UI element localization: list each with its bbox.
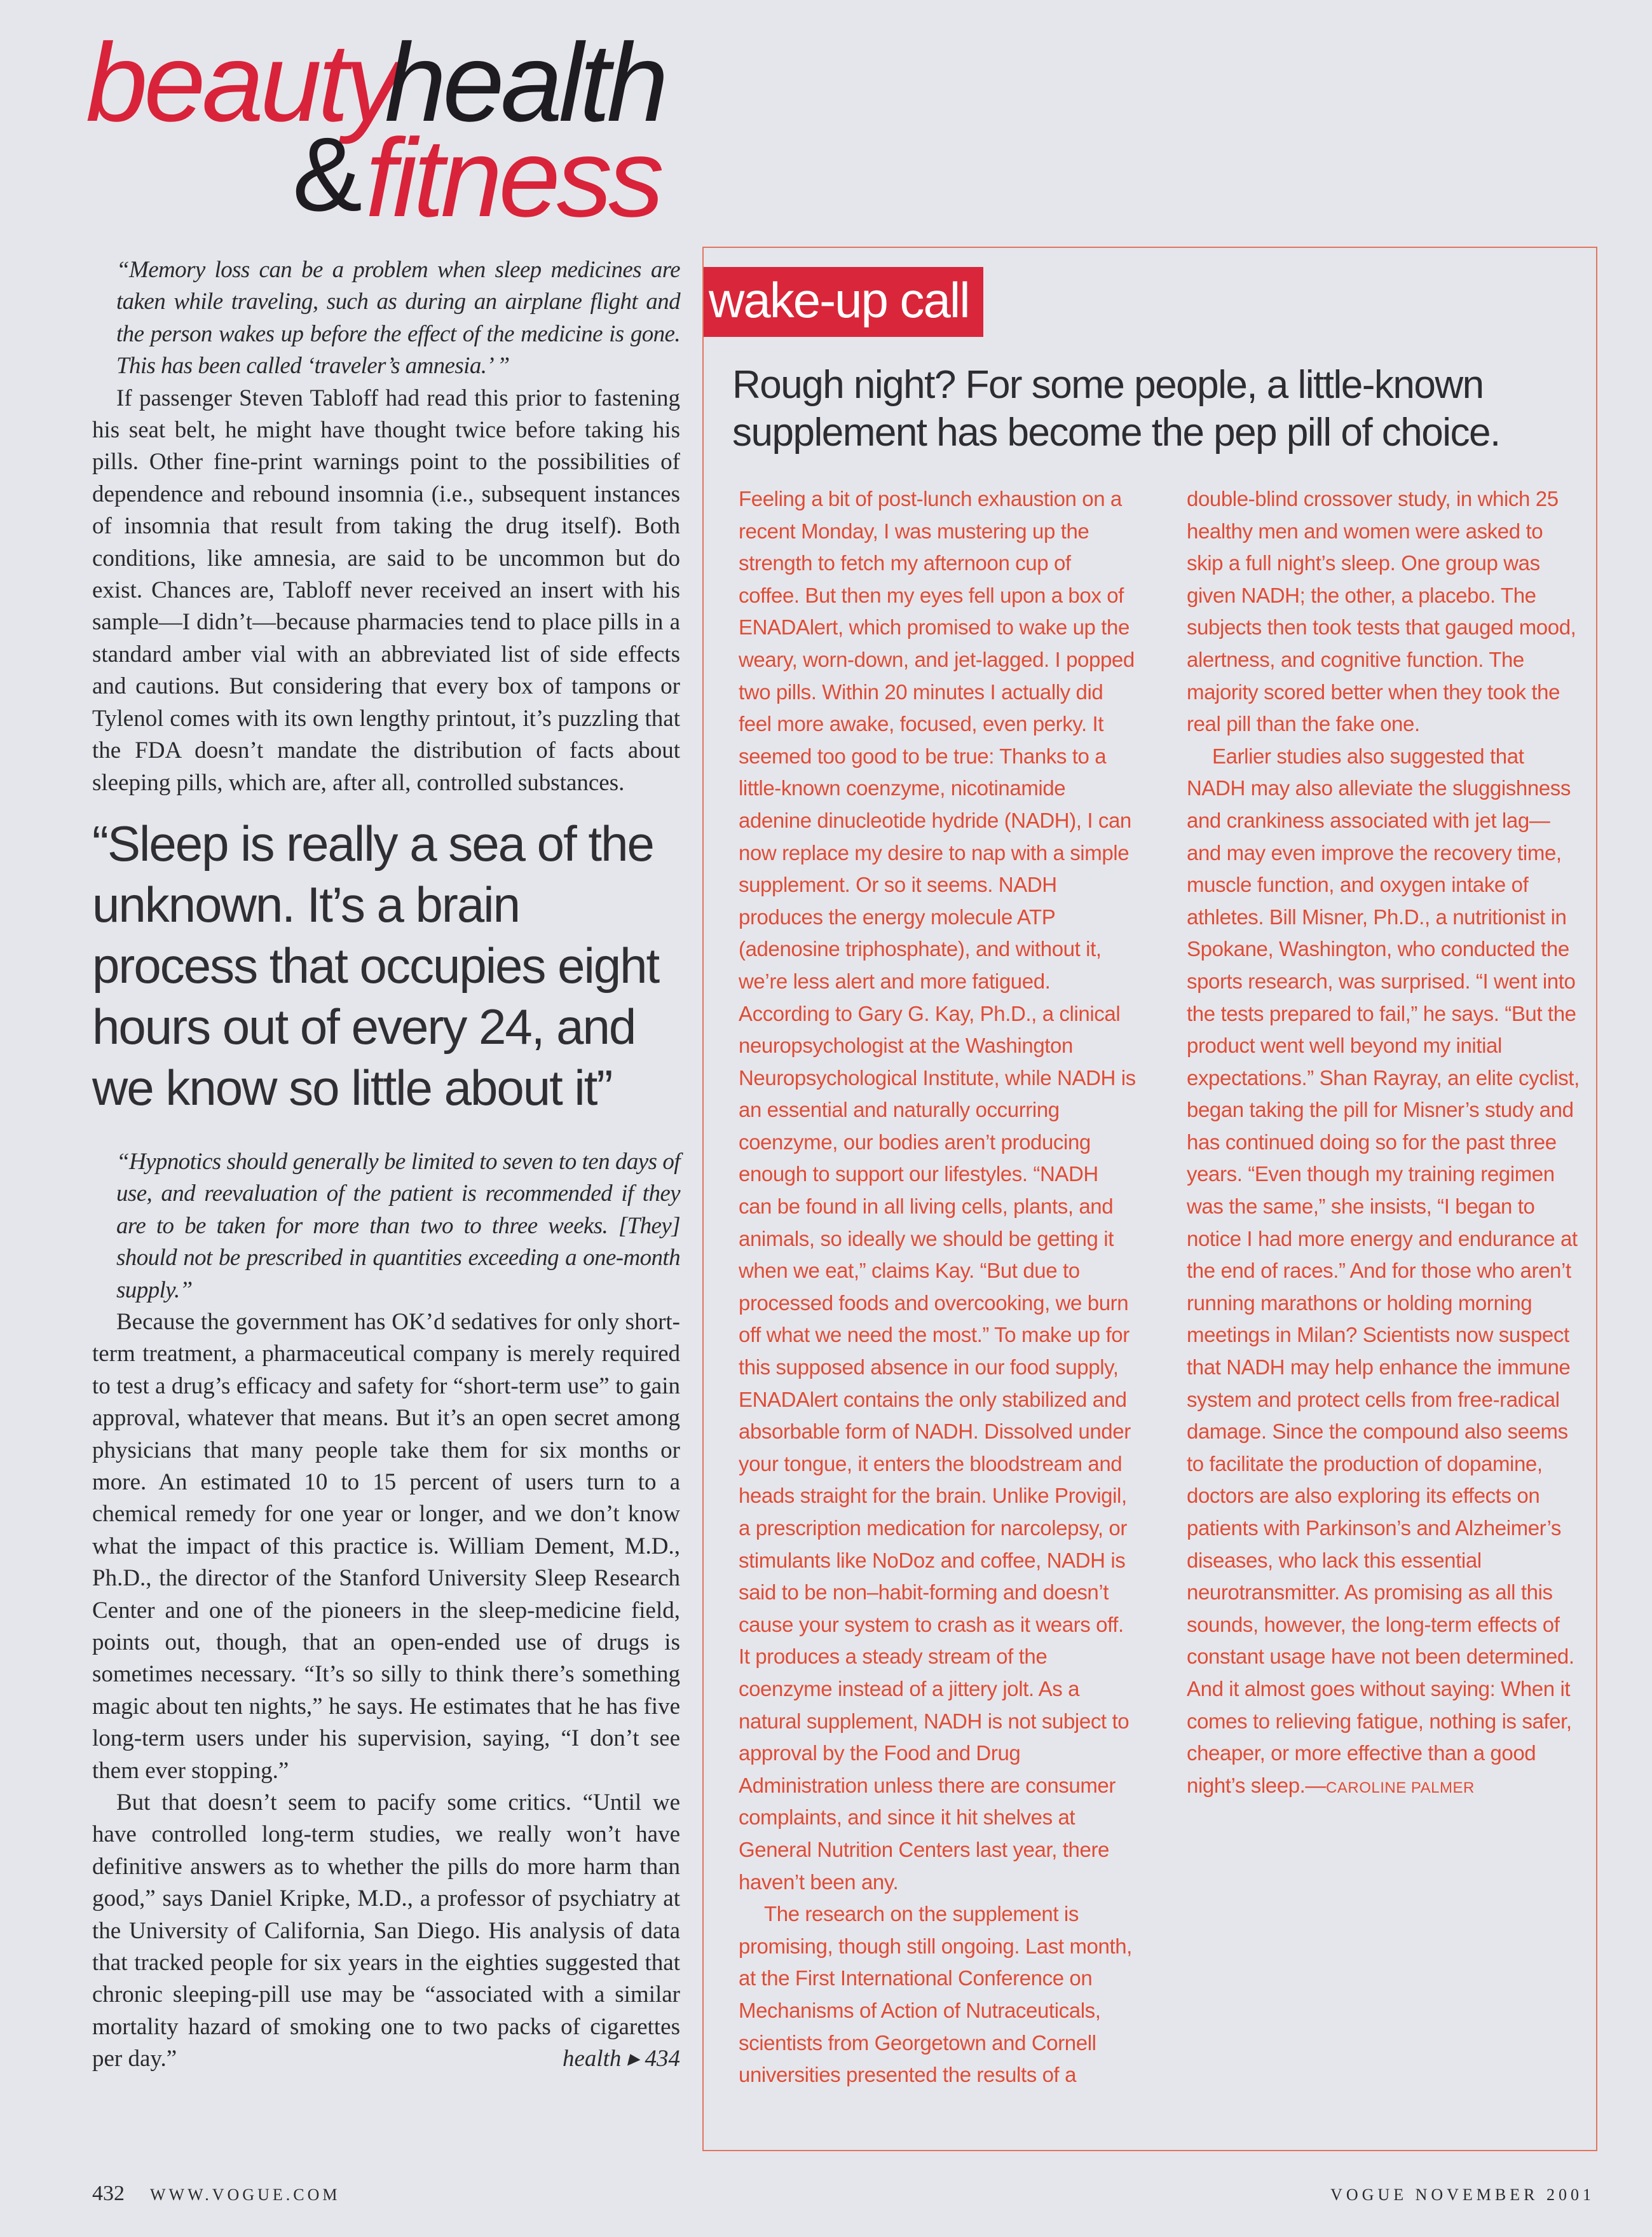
masthead-ampersand: & [292, 116, 359, 233]
sidebar-dek: Rough night? For some people, a little-known supplement has become the pep pill of choice. [732, 363, 1500, 455]
body-paragraph-text: But that doesn’t seem to pacify some critics. “Until we have controlled long-term studies, we really won’t have definitive answers as to whether the pills do more harm than good,” says Daniel Kripke, M.D., a professor of psychiatry at the University of California, San Diego. His analysis of data that tracked people for six years in the eighties suggested that chronic sleeping-pill use may be “associated with a similar mortality hazard of smoking one to two packs of cigarettes per day.” [92, 1789, 680, 2072]
masthead-health: health [385, 21, 665, 145]
sidebar-body [739, 483, 1584, 2123]
website-url[interactable]: WWW.VOGUE.COM [150, 2186, 341, 2204]
sidebar-box [702, 247, 1597, 2151]
body-paragraph [92, 1787, 680, 2076]
section-masthead [86, 19, 721, 240]
body-paragraph: Because the government has OK’d sedatives for only short-term treatment, a pharmaceutical company is merely required to test a drug’s efficacy and safety for “short-term use” to gain approval, whatever that means. But it’s an open secret among physicians that many people take them for six months or more. An estimated 10 to 15 percent of users turn to a chemical remedy for one year or longer, and we don’t know what the impact of this practice is. William Dement, M.D., Ph.D., the director of the Stanford University Sleep Research Center and one of the pioneers in the sleep-medicine field, points out, though, that an open-ended use of drugs is sometimes necessary. “It’s so silly to think there’s something magic about ten nights,” he says. He estimates that he has five long-term users under his supervision, saying, “I don’t see them ever stopping.” [92, 1308, 680, 1784]
masthead-fitness: fitness [365, 116, 660, 240]
sidebar-paragraph [1187, 741, 1584, 1805]
epigraph-quote: “Hypnotics should generally be limited to seven to ten days of use, and reevaluation of the patient is recommended if they are to be taken for more than two to three weeks. [They] should not be prescribed in quantities exceeding a one-month supply.” [116, 1148, 680, 1303]
epigraph-quote: “Memory loss can be a problem when sleep medicines are taken while traveling, such as during an airplane flight and the person wakes up before the effect of the medicine is gone. This has been called ‘traveler’s amnesia.’ ” [116, 257, 680, 380]
main-article-column [92, 254, 680, 2076]
body-paragraph: If passenger Steven Tabloff had read this prior to fastening his seat belt, he might have thought twice before taking his pills. Other fine-print warnings point to the possibilities of dependence and rebound insomnia (i.e., subsequent instances of insomnia that result from taking the drug itself). Both conditions, like amnesia, are said to be uncommon but do exist. Chances are, Tabloff never received an insert with his sample—I didn’t—because pharmacies tend to place pills in a standard amber vial with an abbreviated list of side effects and cautions. But considering that every box of tampons or Tylenol comes with its own lengthy printout, it’s puzzling that the FDA doesn’t mandate the distribution of facts about sleeping pills, which are, after all, controlled substances. [92, 385, 680, 796]
sidebar-tag: wake-up call [704, 267, 983, 337]
footer-left [92, 2182, 340, 2206]
page-number: 432 [92, 2182, 125, 2205]
sidebar-paragraph: Feeling a bit of post-lunch exhaustion on a recent Monday, I was mustering up the strength to fetch my afternoon cup of coffee. But then my eyes fell upon a box of ENADAlert, which promised to wake up the weary, worn-down, and jet-lagged. I popped two pills. Within 20 minutes I actually did feel more awake, focused, even perky. It seemed too good to be true: Thanks to a little-known coenzyme, nicotinamide adenine dinucleotide hydride (NADH), I can now replace my desire to nap with a simple supplement. Or so it seems. NADH produces the energy molecule ATP (adenosine triphosphate), and without it, we’re less alert and more fatigued. According to Gary G. Kay, Ph.D., a clinical neuropsychologist at the Washington Neuropsychological Institute, while NADH is an essential and naturally occurring coenzyme, our bodies aren’t producing enough to support our lifestyles. “NADH can be found in all living cells, plants, and animals, so ideally we should be getting it when we eat,” claims Kay. “But due to processed foods and overcooking, we burn off what we need the most.” To make up for this supposed absence in our food supply, ENADAlert contains the only stabilized and absorbable form of NADH. Dissolved under your tongue, it enters the bloodstream and heads straight for the brain. Unlike Provigil, a prescription medication for narcolepsy, or stimulants like NoDoz and coffee, NADH is said to be non–habit-forming and doesn’t cause your system to crash as it wears off. It produces a steady stream of the coenzyme instead of a jittery jolt. As a natural supplement, NADH is not subject to approval by the Food and Drug Administration unless there are consumer complaints, and since it hit shelves at General Nutrition Centers last year, there haven’t been any. [739, 487, 1136, 1894]
pull-quote: “Sleep is really a sea of the unknown. It’s a brain process that occupies eight hours out of every 24, and we know so little about it” [92, 815, 659, 1116]
masthead-beauty: beauty [86, 21, 397, 145]
byline: CAROLINE PALMER [1326, 1779, 1475, 1796]
sidebar-paragraph: The research on the supplement is promising, though still ongoing. Last month, at the First International Conference on Mechanisms of Action of Nutraceuticals, scientists from Georgetown and Cornell universities presented the results of a double-blind crossover study, in which 25 healthy men and women were asked to skip a full night’s sleep. One group was given NADH; the other, a placebo. The subjects then took tests that gauged mood, alertness, and cognitive function. The majority scored better when they took the real pill than the fake one. [739, 487, 1576, 2087]
issue-label: VOGUE NOVEMBER 2001 [1330, 2186, 1595, 2204]
sidebar-paragraph-text: Earlier studies also suggested that NADH may also alleviate the sluggishness and crankiness associated with jet lag—and may even improve the recovery time, muscle function, and oxygen intake of athletes. Bill Misner, Ph.D., a nutritionist in Spokane, Washington, who conducted the sports research, was surprised. “I went into the tests prepared to fail,” he says. “But the product went well beyond my initial expectations.” Shan Rayray, an elite cyclist, began taking the pill for Misner’s study and has continued doing so for the past three years. “Even though my training regimen was the same,” she insists, “I began to notice I had more energy and endurance at the end of races.” And for those who aren’t running marathons or holding morning meetings in Milan? Scientists now suspect that NADH may help enhance the immune system and protect cells from free-radical damage. Since the compound also seems to facilitate the production of dopamine, doctors are also exploring its effects on patients with Parkinson’s and Alzheimer’s diseases, who lack this essential neurotransmitter. As promising as all this sounds, however, the long-term effects of constant usage have not been determined. And it almost goes without saying: When it comes to relieving fatigue, nothing is safer, cheaper, or more effective than a good night’s sleep.— [1187, 744, 1580, 1797]
continued-on-link[interactable]: health ▸ 434 [562, 2046, 680, 2072]
